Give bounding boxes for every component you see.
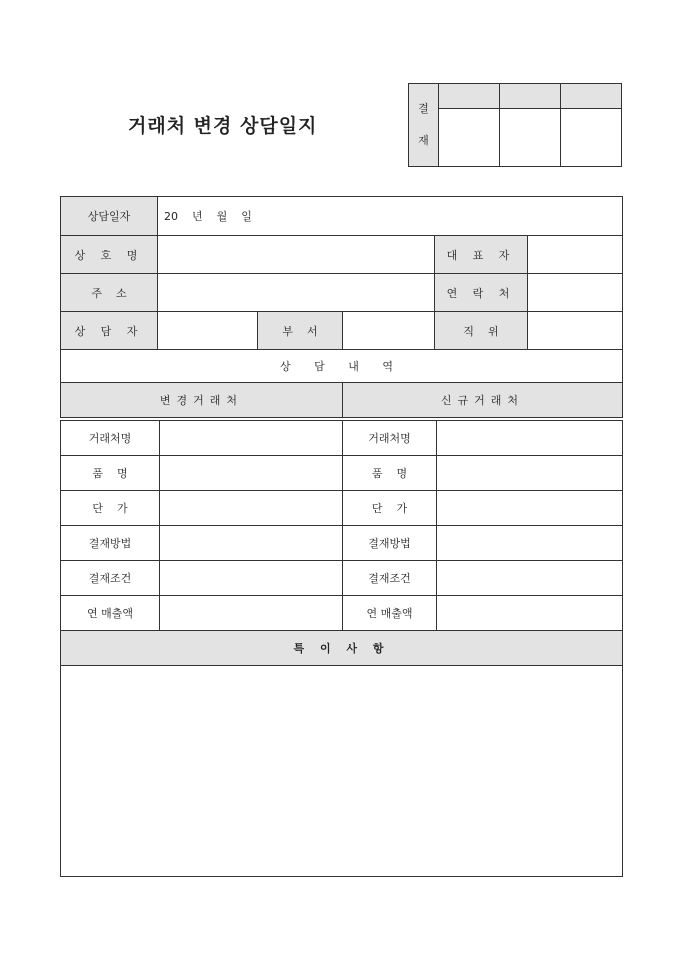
old-product-label: 품 명: [61, 456, 160, 491]
approval-sign-cell[interactable]: [500, 109, 561, 167]
address-label: 주 소: [61, 274, 158, 312]
old-vendor-name-label: 거래처명: [61, 421, 160, 456]
old-vendor-header: 변경거래처: [61, 383, 343, 418]
position-field[interactable]: [528, 312, 623, 350]
contact-field[interactable]: [528, 274, 623, 312]
new-payment-method-label: 결재방법: [343, 526, 437, 561]
approval-box: [408, 83, 622, 167]
notes-title: 특 이 사 항: [61, 631, 623, 666]
new-unit-price-label: 단 가: [343, 491, 437, 526]
date-field[interactable]: 20 년 월 일: [158, 197, 623, 236]
new-product-field[interactable]: [437, 456, 623, 491]
ceo-field[interactable]: [528, 236, 623, 274]
counselor-field[interactable]: [158, 312, 258, 350]
vendor-compare-table: [60, 420, 623, 877]
new-product-label: 품 명: [343, 456, 437, 491]
approval-label: [409, 84, 439, 167]
page-title: 거래처 변경 상담일지: [128, 115, 318, 137]
department-label: 부 서: [258, 312, 343, 350]
position-label: 직 위: [435, 312, 528, 350]
new-payment-method-field[interactable]: [437, 526, 623, 561]
old-annual-sales-field[interactable]: [160, 596, 343, 631]
new-annual-sales-field[interactable]: [437, 596, 623, 631]
new-payment-terms-field[interactable]: [437, 561, 623, 596]
approval-label-top: 결: [418, 102, 429, 115]
new-vendor-name-label: 거래처명: [343, 421, 437, 456]
address-field[interactable]: [158, 274, 435, 312]
old-payment-method-label: 결재방법: [61, 526, 160, 561]
consultation-section-title: 상 담 내 역: [61, 350, 623, 383]
approval-header-cell: [439, 84, 500, 109]
company-name-field[interactable]: [158, 236, 435, 274]
company-name-label: 상 호 명: [61, 236, 158, 274]
old-product-field[interactable]: [160, 456, 343, 491]
old-unit-price-field[interactable]: [160, 491, 343, 526]
ceo-label: 대 표 자: [435, 236, 528, 274]
approval-sign-cell[interactable]: [561, 109, 622, 167]
contact-label: 연 락 처: [435, 274, 528, 312]
new-annual-sales-label: 연 매출액: [343, 596, 437, 631]
old-payment-method-field[interactable]: [160, 526, 343, 561]
date-label: 상담일자: [61, 197, 158, 236]
old-annual-sales-label: 연 매출액: [61, 596, 160, 631]
old-payment-terms-field[interactable]: [160, 561, 343, 596]
old-vendor-name-field[interactable]: [160, 421, 343, 456]
notes-field[interactable]: [61, 666, 623, 877]
old-payment-terms-label: 결재조건: [61, 561, 160, 596]
new-payment-terms-label: 결재조건: [343, 561, 437, 596]
department-field[interactable]: [343, 312, 435, 350]
new-vendor-header: 신규거래처: [343, 383, 623, 418]
approval-sign-cell[interactable]: [439, 109, 500, 167]
counselor-label: 상 담 자: [61, 312, 158, 350]
consultation-form: [60, 196, 623, 418]
old-unit-price-label: 단 가: [61, 491, 160, 526]
new-vendor-name-field[interactable]: [437, 421, 623, 456]
new-unit-price-field[interactable]: [437, 491, 623, 526]
approval-label-bottom: 재: [418, 134, 429, 147]
approval-header-cell: [500, 84, 561, 109]
approval-header-cell: [561, 84, 622, 109]
